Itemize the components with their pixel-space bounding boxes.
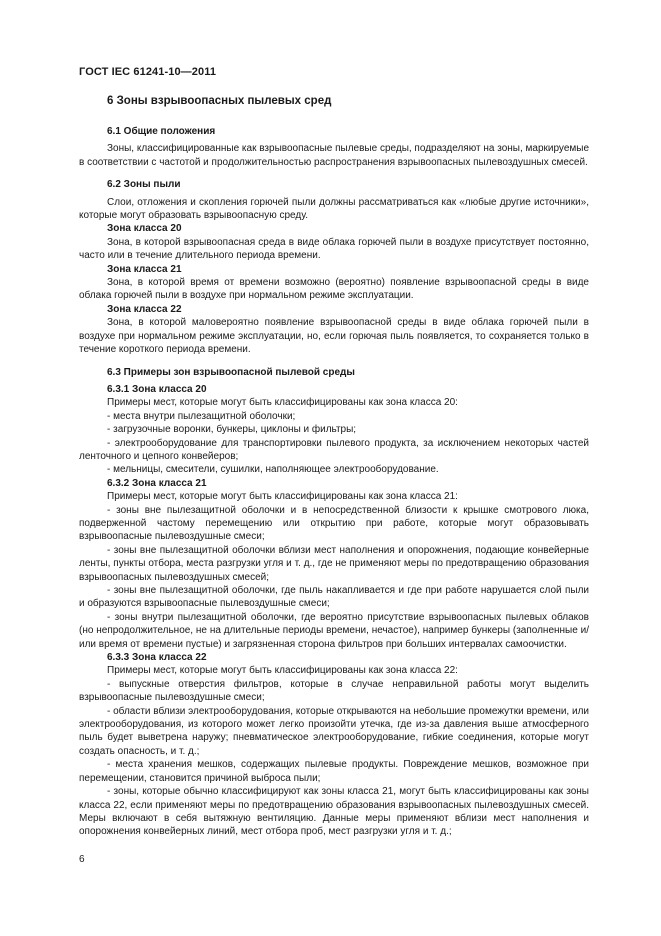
list-item: - области вблизи электрооборудования, которые открываются на небольшие промежутки времени, или электрооборудования, из которого может легко произойти утечка, где из-за давления выше атмосферного пыль будет выветрена наружу; пневматическое электрооборудование, гибкие соединения, которые могут создать опасность, и т. д.; (79, 705, 589, 757)
standard-header: ГОСТ IEC 61241-10—2011 (79, 66, 217, 78)
list-item: - загрузочные воронки, бункеры, циклоны и фильтры; (107, 424, 357, 436)
list-item: - места хранения мешков, содержащих пылевые продукты. Повреждение мешков, возможное при перемещении, становится причиной выброса пыли; (79, 759, 589, 784)
subsection-6-2-paragraph: Слои, отложения и скопления горючей пыли должны рассматриваться как «любые другие источники», которые могут образовать взрывоопасную среду. (79, 196, 589, 222)
list-item: - мельницы, смесители, сушилки, наполняющее электрооборудование. (107, 464, 439, 476)
list-item: - места внутри пылезащитной оболочки; (107, 410, 296, 422)
subsection-6-1-title: 6.1 Общие положения (107, 126, 216, 137)
zone-20-label: Зона класса 20 (107, 223, 182, 235)
subsection-6-3-3-intro: Примеры мест, которые могут быть классифицированы как зона класса 22: (107, 665, 458, 677)
list-item: - электрооборудование для транспортировки пылевого продукта, за исключением некоторых частей ленточного и цепного конвейеров; (79, 437, 589, 462)
subsection-6-3-3-title: 6.3.3 Зона класса 22 (107, 652, 207, 664)
subsection-6-3-title: 6.3 Примеры зон взрывоопасной пылевой среды (107, 366, 355, 378)
subsection-6-3-1-title: 6.3.1 Зона класса 20 (107, 383, 207, 395)
zone-22-label: Зона класса 22 (107, 303, 182, 315)
list-item: - зоны вне пылезащитной оболочки, где пыль накапливается и где при работе нарушается слой пыли и образуются взрывоопасные пылевоздушные смеси; (79, 585, 589, 610)
subsection-6-3-1-intro: Примеры мест, которые могут быть классифицированы как зона класса 20: (107, 397, 458, 409)
subsection-6-3-2-title: 6.3.2 Зона класса 21 (107, 477, 207, 489)
list-item: - зоны вне пылезащитной оболочки вблизи мест наполнения и опорожнения, подающие конвейерные ленты, пункты отбора, места разгрузки угля и т. д., где не применяют меры по предотвращению образования взрывоопасных пылевоздушных смесей; (79, 544, 589, 583)
subsection-6-1-paragraph: Зоны, классифицированные как взрывоопасные пылевые среды, подразделяют на зоны, маркируемые в соответствии с частотой и продолжительностью распространения взрывоопасных пылевоздушных смесей. (79, 143, 590, 168)
zone-20-definition: Зона, в которой взрывоопасная среда в виде облака горючей пыли в воздухе присутствует постоянно, часто или в течение длительного периода времени. (79, 236, 589, 262)
zone-21-label: Зона класса 21 (107, 263, 182, 275)
list-item: - зоны вне пылезащитной оболочки и в непосредственной близости к крышке смотрового люка, подверженной частому перемещению или открытию при работе, которые могут образовывать взрывоопасные пылевоздушные смеси; (79, 504, 589, 543)
subsection-6-3-2-intro: Примеры мест, которые могут быть классифицированы как зона класса 21: (107, 491, 458, 503)
page-number: 6 (79, 854, 85, 865)
list-item: - выпускные отверстия фильтров, которые в случае неправильной работы могут выделить взрывоопасные пылевоздушные смеси; (79, 678, 589, 704)
zone-21-definition: Зона, в которой время от времени возможно (вероятно) появление взрывоопасной среды в виде облака горючей пыли в воздухе при нормальном режиме эксплуатации. (79, 277, 589, 302)
subsection-6-2-title: 6.2 Зоны пыли (107, 179, 181, 191)
document-body (79, 94, 589, 839)
list-item: - зоны, которые обычно классифицируют как зоны класса 21, могут быть классифицированы как зоны класса 22, если применяют меры по предотвращению образования взрывоопасных пылевоздушных смесей. Меры включают в себя вытяжную вентиляцию. Данные меры применяют вблизи мест наполнения и опорожнения конвейерных линий, мест отбора проб, мест разгрузки угля и т. д.; (79, 786, 589, 838)
list-item: - зоны внутри пылезащитной оболочки, где вероятно присутствие взрывоопасных пылевых облаков (но непродолжительное, не на длительные периоды времени, нечастое), например бункеры (заполненные и/или время от времени пустые) и загрязненная сторона фильтров при больших интервалах самоочистки. (79, 611, 589, 650)
zone-22-definition: Зона, в которой маловероятно появление взрывоопасной среды в виде облака горючей пыли в воздухе при нормальном режиме эксплуатации, но, если горючая пыль появляется, то сохраняется только в течение короткого периода времени. (79, 317, 589, 356)
section-title: 6 Зоны взрывоопасных пылевых сред (107, 95, 332, 107)
